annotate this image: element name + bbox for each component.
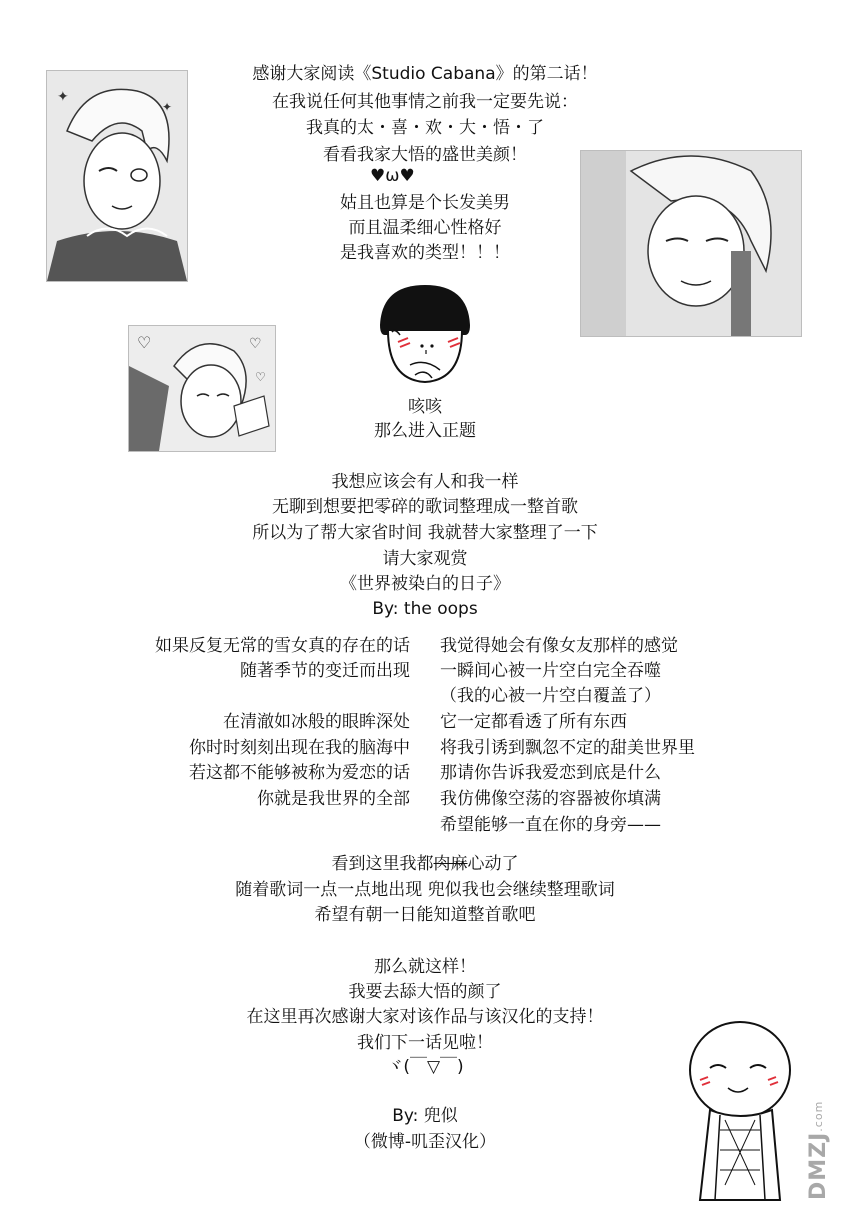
closing-line-2: 我要去舔大悟的颜了 [348, 982, 502, 1002]
cough-line-2: 那么进入正题 [374, 421, 476, 441]
watermark-domain: .com [812, 1100, 825, 1132]
lyrics-intro-line-3: 所以为了帮大家省时间 我就替大家整理了一下 [252, 523, 598, 543]
lyric-right-line-8: 希望能够一直在你的身旁—— [440, 815, 661, 835]
after-line-1-end: 心动了 [467, 854, 519, 874]
heart-omega-emoticon: ♥ω♥ [370, 166, 415, 186]
after-line-2: 随着歌词一点一点地出现 兜似我也会继续整理歌词 [235, 880, 615, 900]
lyric-left-line-1: 如果反复无常的雪女真的存在的话 [155, 636, 410, 656]
mascot-round-head-icon [680, 1010, 800, 1210]
intro-line-8: 是我喜欢的类型！！！ [340, 243, 510, 263]
lyric-right-line-3: （我的心被一片空白覆盖了） [440, 686, 661, 706]
lyric-left-line-6: 你就是我世界的全部 [257, 789, 410, 809]
svg-text:✦: ✦ [57, 89, 69, 105]
intro-line-1: 感谢大家阅读《Studio Cabana》的第二话！ [252, 64, 598, 84]
lyric-right-line-4: 它一定都看透了所有东西 [440, 712, 627, 732]
svg-text:✦: ✦ [162, 100, 173, 114]
lyric-left-line-5: 若这都不能够被称为爱恋的话 [189, 763, 410, 783]
svg-text:♡: ♡ [249, 336, 262, 352]
closing-line-4: 我们下一话见啦！ [357, 1033, 493, 1053]
lyrics-author: By: the oops [372, 599, 478, 619]
cough-line-1: 咳咳 [408, 397, 442, 417]
intro-line-6: 姑且也算是个长发美男 [340, 193, 510, 213]
intro-line-2: 在我说任何其他事情之前我一定要先说： [272, 92, 578, 112]
lyric-right-line-2: 一瞬间心被一片空白完全吞噬 [440, 661, 661, 681]
svg-text:♡: ♡ [255, 370, 266, 384]
after-line-1-start: 看到这里我都 [331, 854, 434, 874]
credits-group: （微博-叽歪汉化） [353, 1132, 497, 1152]
lyric-left-line-2: 随著季节的变迁而出现 [240, 661, 410, 681]
lyric-right-line-6: 那请你告诉我爱恋到底是什么 [440, 763, 661, 783]
credits-author: By: 兜似 [392, 1106, 458, 1126]
lyric-left-line-4: 你时时刻刻出现在我的脑海中 [189, 738, 410, 758]
intro-line-4: 看看我家大悟的盛世美颜！ [323, 145, 527, 165]
struck-out-text: 肉麻 [433, 854, 468, 874]
lyric-right-line-1: 我觉得她会有像女友那样的感觉 [440, 636, 678, 656]
watermark-text: DMZJ [806, 1131, 831, 1200]
site-watermark [806, 1090, 840, 1210]
mascot-face-icon [370, 280, 480, 390]
intro-line-7: 而且温柔细心性格好 [348, 218, 502, 238]
lyric-right-line-5: 将我引诱到飘忽不定的甜美世界里 [440, 738, 695, 758]
svg-text:♡: ♡ [137, 333, 152, 352]
lyric-right-line-7: 我仿佛像空荡的容器被你填满 [440, 789, 661, 809]
closing-emoticon: ヾ(￣▽￣) [386, 1057, 464, 1077]
lyrics-intro-line-4: 请大家观赏 [382, 549, 468, 569]
after-line-3: 希望有朝一日能知道整首歌吧 [314, 905, 536, 925]
intro-line-3: 我真的太・喜・欢・大・悟・了 [306, 118, 544, 138]
lyrics-intro-line-2: 无聊到想要把零碎的歌词整理成一整首歌 [272, 497, 578, 517]
song-title: 《世界被染白的日子》 [340, 574, 510, 594]
closing-line-3: 在这里再次感谢大家对该作品与该汉化的支持！ [246, 1007, 604, 1027]
lyrics-intro-line-1: 我想应该会有人和我一样 [331, 472, 519, 492]
after-line-1 [0, 852, 850, 876]
lyric-left-line-3: 在清澈如冰般的眼眸深处 [223, 712, 410, 732]
closing-line-1: 那么就这样！ [374, 957, 476, 977]
